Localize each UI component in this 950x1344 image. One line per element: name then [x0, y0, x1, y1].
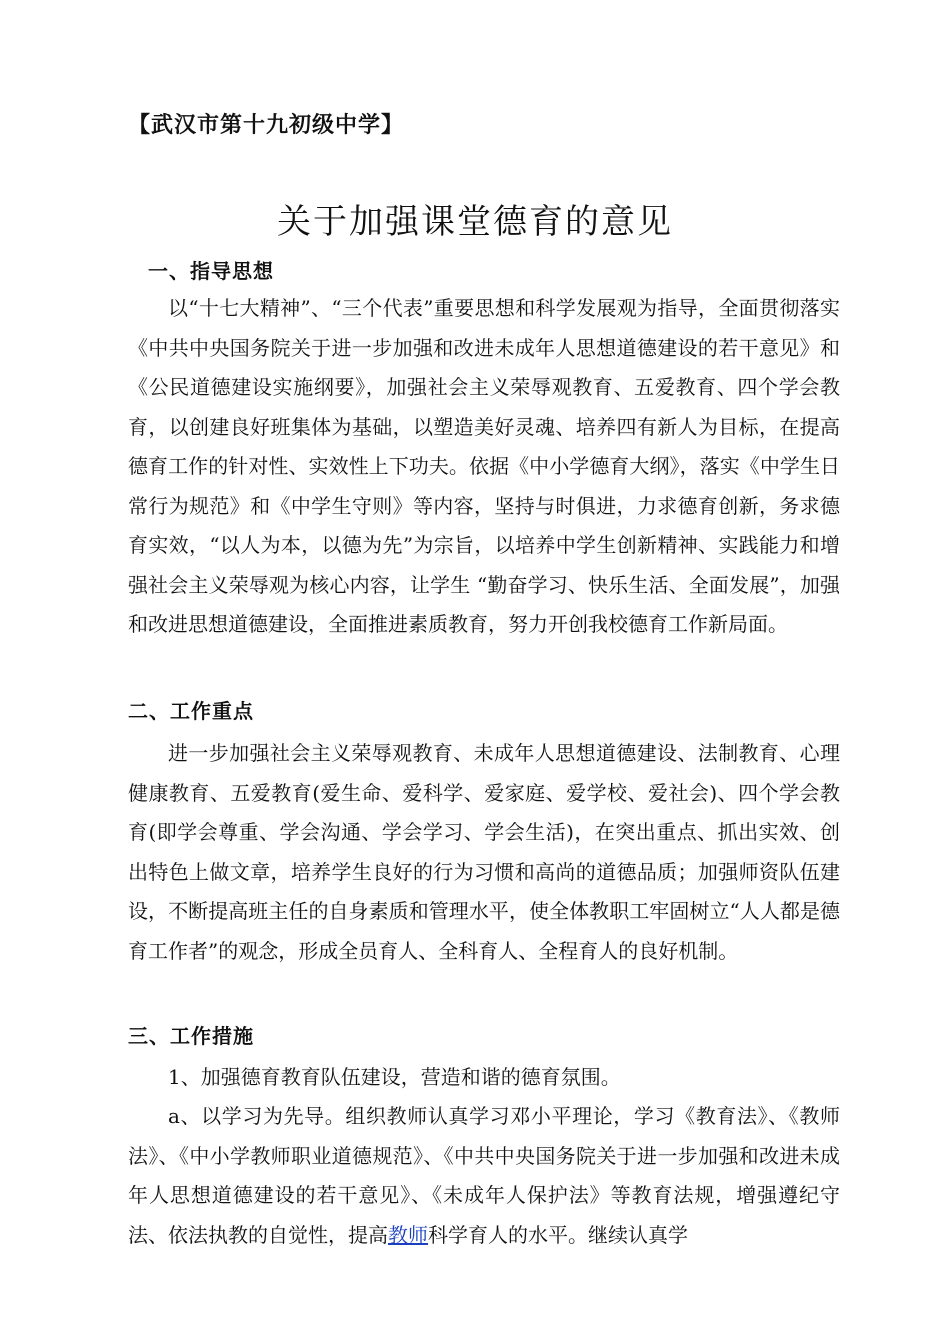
section-heading-work-focus: 二、工作重点 — [128, 699, 254, 723]
teacher-link[interactable]: 教师 — [388, 1222, 428, 1247]
measure-a-text-start: a、以学习为先导。组织教师认真学习邓小平理论，学习《教育法》、《教师法》、《中小学教师职业道德规范》、《中共中央国务院关于进一步加强和改进未成年人思想道德建设的若干意见》、《未成年人保护法》等教育法规，增强遵纪守法、依法执教的自觉性，提高 — [128, 1104, 840, 1247]
section-heading-guiding-thought: 一、指导思想 — [148, 259, 274, 283]
paragraph-work-focus: 进一步加强社会主义荣辱观教育、未成年人思想道德建设、法制教育、心理健康教育、五爱教育(爱生命、爱科学、爱家庭、爱学校、爱社会)、四个学会教育(即学会尊重、学会沟通、学会学习、学会生活)，在突出重点、抓出实效、创出特色上做文章，培养学生良好的行为习惯和高尚的道德品质；加强师资队伍建设，不断提高班主任的自身素质和管理水平，使全体教职工牢固树立“人人都是德育工作者”的观念，形成全员育人、全科育人、全程育人的良好机制。 — [128, 741, 840, 963]
document-title: 关于加强课堂德育的意见 — [277, 202, 673, 242]
list-item-measure-1: 1、加强德育教育队伍建设，营造和谐的德育氛围。 — [168, 1065, 621, 1089]
list-item-measure-a — [128, 1097, 840, 1255]
measure-a-text-end: 科学育人的水平。继续认真学 — [428, 1222, 688, 1247]
section-heading-work-measures: 三、工作措施 — [128, 1024, 254, 1048]
school-name: 【武汉市第十九初级中学】 — [128, 113, 405, 138]
paragraph-guiding-thought: 以“十七大精神”、“三个代表”重要思想和科学发展观为指导，全面贯彻落实《中共中央国务院关于进一步加强和改进未成年人思想道德建设的若干意见》和《公民道德建设实施纲要》，加强社会主义荣辱观教育、五爱教育、四个学会教育，以创建良好班集体为基础，以塑造美好灵魂、培养四有新人为目标，在提高德育工作的针对性、实效性上下功夫。依据《中小学德育大纲》，落实《中学生日常行为规范》和《中学生守则》等内容，坚持与时俱进，力求德育创新，务求德育实效，“以人为本，以德为先”为宗旨，以培养中学生创新精神、实践能力和增强社会主义荣辱观为核心内容，让学生 “勤奋学习、快乐生活、全面发展”，加强和改进思想道德建设，全面推进素质教育，努力开创我校德育工作新局面。 — [128, 296, 840, 636]
